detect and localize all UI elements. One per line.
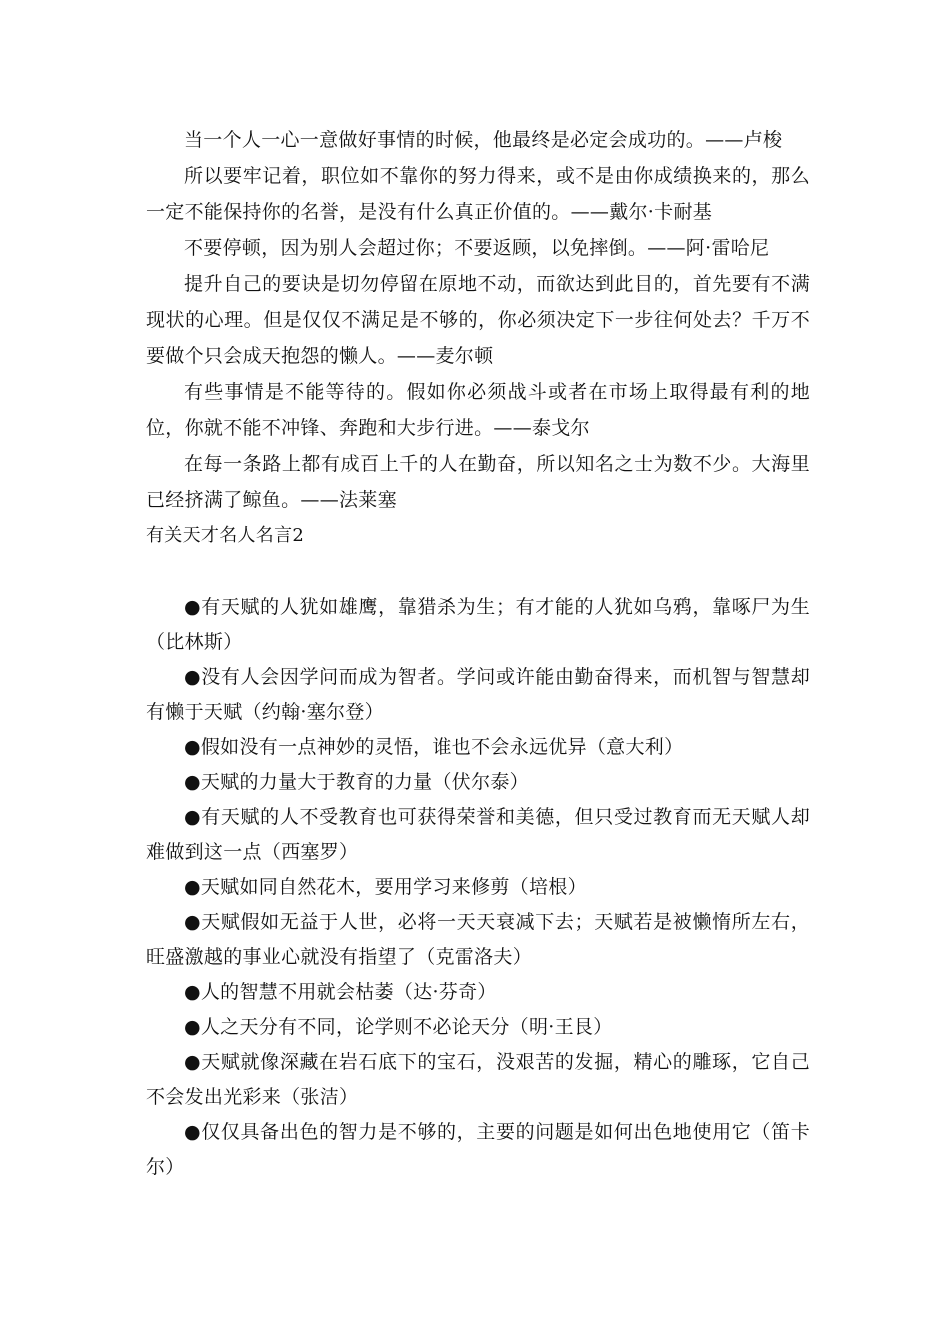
bullet-quote: ●天赋假如无益于人世，必将一天天衰减下去；天赋若是被懒惰所左右，旺盛激越的事业心就没有指望了（克雷洛夫） (146, 911, 810, 968)
bullet-quote: ●有天赋的人犹如雄鹰，靠猎杀为生；有才能的人犹如乌鸦，靠啄尸为生（比林斯） (146, 596, 810, 653)
bullet-quote: ●假如没有一点神妙的灵悟，谁也不会永远优异（意大利） (184, 736, 684, 758)
blank-line (146, 554, 810, 590)
section-heading: 有关天才名人名言2 (146, 525, 305, 546)
quote-paragraph: 所以要牢记着，职位如不靠你的努力得来，或不是由你成绩换来的，那么一定不能保持你的名誉，是没有什么真正价值的。——戴尔·卡耐基 (146, 165, 810, 223)
quote-paragraph: 提升自己的要诀是切勿停留在原地不动，而欲达到此目的，首先要有不满现状的心理。但是仅仅不满足是不够的，你必须决定下一步往何处去？千万不要做个只会成天抱怨的懒人。——麦尔顿 (146, 273, 810, 367)
bullet-quote: ●仅仅具备出色的智力是不够的，主要的问题是如何出色地使用它（笛卡尔） (146, 1121, 810, 1178)
bullet-quote: ●天赋就像深藏在岩石底下的宝石，没艰苦的发掘，精心的雕琢，它自己不会发出光彩来（张洁） (146, 1051, 810, 1108)
quote-paragraph: 在每一条路上都有成百上千的人在勤奋，所以知名之士为数不少。大海里已经挤满了鲸鱼。——法莱塞 (146, 453, 810, 511)
quote-paragraph: 有些事情是不能等待的。假如你必须战斗或者在市场上取得最有利的地位，你就不能不冲锋、奔跑和大步行进。——泰戈尔 (146, 381, 810, 439)
quote-paragraph: 当一个人一心一意做好事情的时候，他最终是必定会成功的。——卢梭 (184, 129, 783, 151)
bullet-quote: ●人的智慧不用就会枯萎（达·芬奇） (184, 981, 497, 1003)
bullet-quote: ●没有人会因学问而成为智者。学问或许能由勤奋得来，而机智与智慧却有懒于天赋（约翰·塞尔登） (146, 666, 810, 723)
quote-list-talent (146, 590, 810, 1185)
document-body (146, 122, 810, 1185)
bullet-quote: ●天赋的力量大于教育的力量（伏尔泰） (184, 771, 529, 793)
bullet-quote: ●人之天分有不同，论学则不必论天分（明·王艮） (184, 1016, 613, 1038)
bullet-quote: ●有天赋的人不受教育也可获得荣誉和美德，但只受过教育而无天赋人却难做到这一点（西塞罗） (146, 806, 810, 863)
bullet-quote: ●天赋如同自然花木，要用学习来修剪（培根） (184, 876, 587, 898)
quote-paragraph: 不要停顿，因为别人会超过你；不要返顾，以免摔倒。——阿·雷哈尼 (184, 237, 770, 259)
quote-list-success (146, 122, 810, 518)
